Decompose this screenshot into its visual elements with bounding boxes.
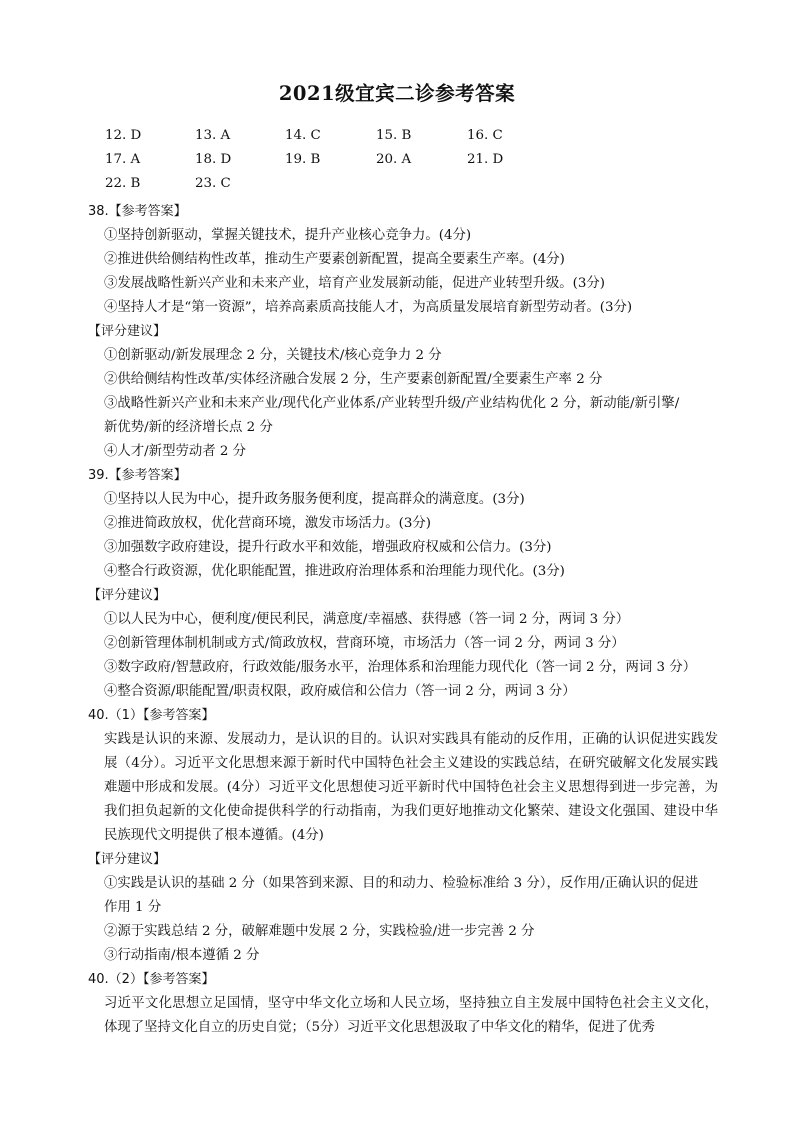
mc-answer: 14. C [285,128,321,143]
mc-answer: 16. C [467,128,503,143]
mc-answer: 17. A [105,152,141,167]
q38-grading-4: ④人才/新型劳动者 2 分 [104,444,247,459]
q40-1-grading-3: ③行动指南/根本遵循 2 分 [104,948,260,963]
mc-answer: 23. C [195,176,231,191]
q38-grading-2: ②供给侧结构性改革/实体经济融合发展 2 分，生产要素创新配置/全要素生产率 2 分 [104,372,603,387]
q40-1-grading-1-cont: 作用 1 分 [104,900,162,915]
mc-answer: 22. B [105,176,141,191]
answer-content [88,200,718,1040]
q39-answer-4: ④整合行政资源，优化职能配置，推进政府治理体系和治理能力现代化。(3分) [104,564,565,579]
mc-answer: 21. D [467,152,504,167]
mc-answer: 13. A [195,128,231,143]
q38-header: 38.【参考答案】 [88,204,187,219]
q40-1-answer-paragraph: 实践是认识的来源、发展动力，是认识的目的。认识对实践具有能动的反作用，正确的认识促进实践发展（4分）。习近平文化思想来源于新时代中国特色社会主义建设的实践总结，在研究破解文化发展实践难题中形成和发展。(4分）习近平文化思想使习近平新时代中国特色社会主义思想得到进一步完善，为我们担负起新的文化使命提供科学的行动指南，为我们更好地推动文化繁荣、建设文化强国、建设中华民族现代文明提供了根本遵循。(4分) [104,732,718,843]
q39-answer-3: ③加强数字政府建设，提升行政水平和效能，增强政府权威和公信力。(3分) [104,540,552,555]
mc-answer: 19. B [285,152,321,167]
q40-1-grading-2: ②源于实践总结 2 分，破解难题中发展 2 分，实践检验/进一步完善 2 分 [104,924,535,939]
q40-2-header: 40.（2）【参考答案】 [88,972,215,987]
q38-grading-3-cont: 新优势/新的经济增长点 2 分 [104,420,273,435]
q39-grading-header: 【评分建议】 [88,588,167,603]
mc-answer: 12. D [105,128,142,143]
mc-answer: 15. B [376,128,412,143]
q39-grading-3: ③数字政府/智慧政府，行政效能/服务水平，治理体系和治理能力现代化（答一词 2 分，两词 3 分） [104,660,697,675]
q40-1-grading-header: 【评分建议】 [88,852,167,867]
q38-answer-4: ④坚持人才是“第一资源”，培养高素质高技能人才，为高质量发展培育新型劳动者。(3分) [104,300,633,315]
q39-answer-2: ②推进简政放权，优化营商环境，激发市场活力。(3分) [104,516,431,531]
q39-grading-4: ④整合资源/职能配置/职责权限，政府威信和公信力（答一词 2 分，两词 3 分） [104,684,576,699]
q38-grading-header: 【评分建议】 [88,324,167,339]
mc-answer: 18. D [195,152,232,167]
q40-1-header: 40.（1）【参考答案】 [88,708,215,723]
q38-answer-3: ③发展战略性新兴产业和未来产业，培育产业发展新动能，促进产业转型升级。(3分) [104,276,606,291]
page-title: 2021级宜宾二诊参考答案 [278,82,516,105]
q40-1-grading-1: ①实践是认识的基础 2 分（如果答到来源、目的和动力、检验标准给 3 分），反作用/正确认识的促进 [104,876,699,891]
mc-answer: 20. A [376,152,412,167]
q39-grading-1: ①以人民为中心，便利度/便民利民，满意度/幸福感、获得感（答一词 2 分，两词 3 分） [104,612,630,627]
q40-2-answer-paragraph: 习近平文化思想立足国情，坚守中华文化立场和人民立场，坚持独立自主发展中国特色社会主义文化，体现了坚持文化自立的历史自觉；（5分）习近平文化思想汲取了中华文化的精华，促进了优秀 [104,996,718,1035]
q38-grading-3: ③战略性新兴产业和未来产业/现代化产业体系/产业转型升级/产业结构优化 2 分，新动能/新引擎/ [104,396,680,411]
q39-header: 39.【参考答案】 [88,468,187,483]
q39-answer-1: ①坚持以人民为中心，提升政务服务便利度，提高群众的满意度。(3分) [104,492,525,507]
q38-answer-2: ②推进供给侧结构性改革，推动生产要素创新配置，提高全要素生产率。(4分) [104,252,565,267]
q38-grading-1: ①创新驱动/新发展理念 2 分，关键技术/核心竞争力 2 分 [104,348,442,363]
q39-grading-2: ②创新管理体制机制或方式/简政放权，营商环境，市场活力（答一词 2 分，两词 3 分） [104,636,625,651]
q38-answer-1: ①坚持创新驱动，掌握关键技术，提升产业核心竞争力。(4分) [104,228,472,243]
